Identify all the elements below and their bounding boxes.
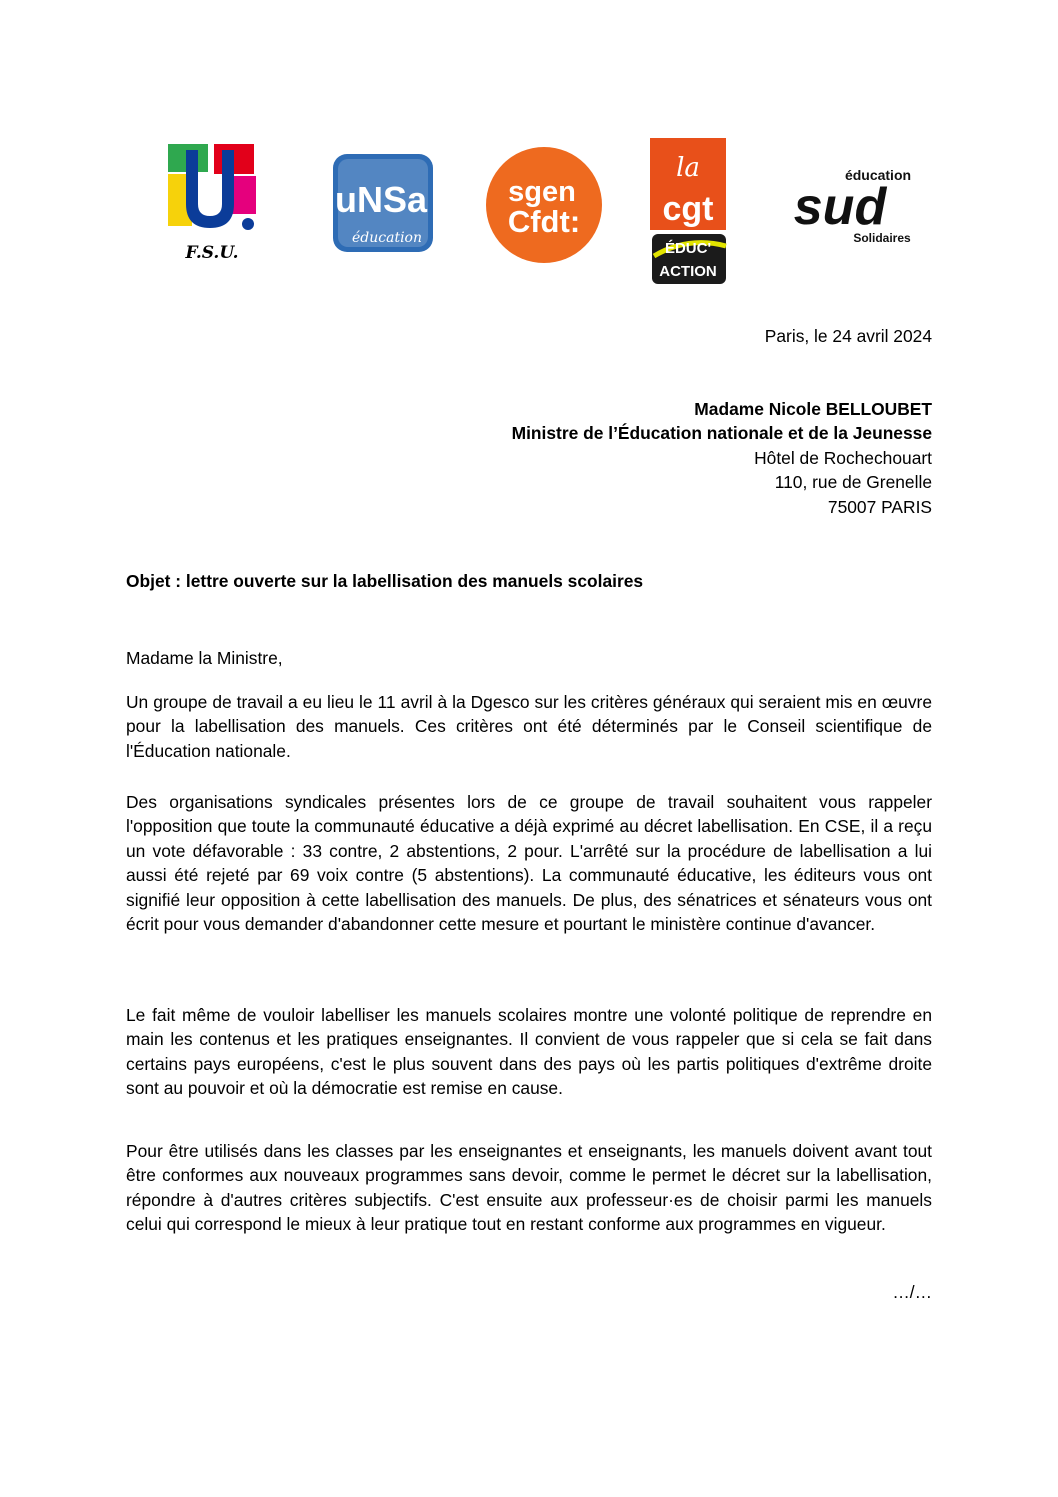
letter-paragraph-3	[126, 1003, 932, 1101]
unsa-text: uNSa	[334, 179, 428, 220]
recipient-address-line1: Hôtel de Rochechouart	[754, 447, 932, 468]
recipient-block	[126, 397, 932, 519]
fsu-text: F.S.U.	[185, 243, 239, 262]
recipient-name: Madame Nicole BELLOUBET	[694, 399, 932, 419]
sgen-cfdt-logo	[485, 146, 603, 264]
cgt-educ-action-logo	[648, 136, 730, 288]
paragraph-text: Le fait même de vouloir labelliser les manuels scolaires montre une volonté politique de reprendre en main les contenus et les pratiques enseignantes. Il convient de vous rappeler que si cela se fait dans certains pays européens, c'est le plus souvent dans des pays où les partis politiques d'extrême droite sont au pouvoir et où la démocratie est remise en cause.	[126, 1005, 932, 1099]
sud-top-text: éducation	[844, 167, 912, 183]
letter-paragraph-2	[126, 790, 932, 936]
sud-education-logo	[782, 160, 914, 248]
sgen-text: sgen	[508, 176, 576, 208]
recipient-address-line2: 110, rue de Grenelle	[774, 472, 932, 493]
letter-salutation: Madame la Ministre,	[126, 648, 283, 668]
educ-text: ÉDUC'	[664, 240, 712, 257]
unsa-sub-text: éducation	[352, 230, 422, 246]
unsa-logo	[331, 152, 435, 254]
fsu-logo	[164, 142, 260, 262]
letter-subject: Objet : lettre ouverte sur la labellisation des manuels scolaires	[126, 571, 644, 591]
solidaires-text: Solidaires	[853, 231, 911, 245]
continuation-mark: …/…	[892, 1282, 932, 1302]
action-text: ACTION	[659, 263, 717, 280]
letter-date: Paris, le 24 avril 2024	[764, 326, 932, 346]
letter-paragraph-1	[126, 690, 932, 763]
recipient-title: Ministre de l’Éducation nationale et de la Jeunesse	[511, 423, 932, 444]
recipient-address-line3: 75007 PARIS	[827, 496, 932, 517]
cgt-text: cgt	[662, 190, 714, 228]
cgt-la-text: la	[676, 153, 700, 183]
paragraph-text: Un groupe de travail a eu lieu le 11 avril à la Dgesco sur les critères généraux qui seraient mis en œuvre pour la labellisation des manuels. Ces critères ont été déterminés par le Conseil scientifique de l'Éducation nationale.	[126, 692, 932, 761]
cfdt-text: Cfdt:	[507, 204, 581, 239]
letter-paragraph-4	[126, 1139, 932, 1237]
paragraph-text: Pour être utilisés dans les classes par les enseignantes et enseignants, les manuels doivent avant tout être conformes aux nouveaux programmes sans devoir, comme le permet le décret sur la labellisation, répondre à d'autres critères subjectifs. C'est ensuite aux professeur·es de choisir parmi les manuels celui qui correspond le mieux à leur pratique tout en restant conforme aux programmes en vigueur.	[126, 1141, 932, 1235]
paragraph-text: Des organisations syndicales présentes lors de ce groupe de travail souhaitent vous rappeler l'opposition que toute la communauté éducative a déjà exprimé au décret labellisation. En CSE, il a reçu un vote défavorable : 33 contre, 2 abstentions, 2 pour. L'arrêté sur la procédure de labellisation a lui aussi été rejeté par 69 voix contre (5 abstentions). La communauté éducative, les éditeurs vous ont signifié leur opposition à cette labellisation des manuels. De plus, des sénatrices et sénateurs vous ont écrit pour vous demander d'abandonner cette mesure et pourtant le ministère continue d'avancer.	[126, 792, 932, 935]
sud-text: sud	[793, 178, 887, 236]
